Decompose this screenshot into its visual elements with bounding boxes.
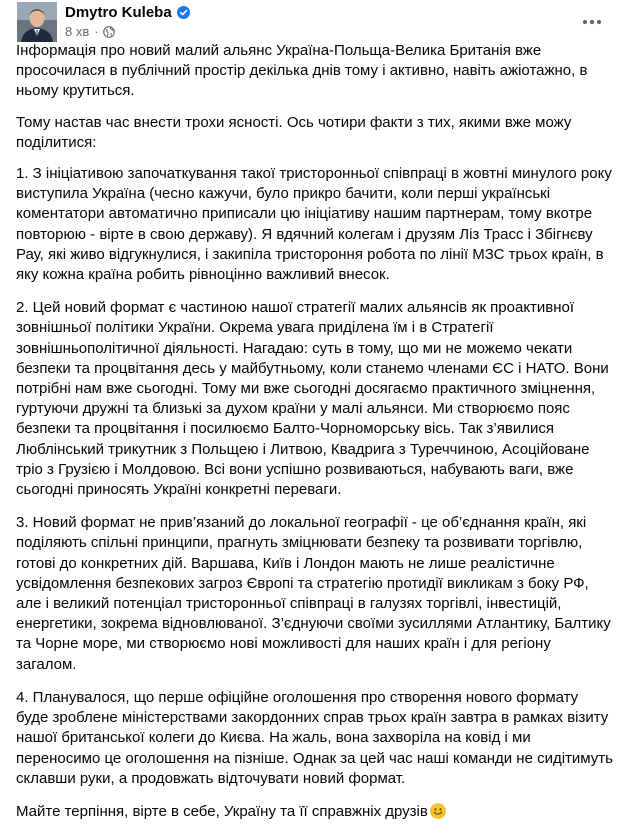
smiling-face-emoji-icon <box>430 803 446 819</box>
post-text <box>16 41 614 835</box>
avatar[interactable] <box>17 2 57 42</box>
avatar-portrait-icon <box>17 2 57 42</box>
globe-icon[interactable] <box>103 26 115 38</box>
closing-text: Майте терпіння, вірте в себе, Україну та її справжніх друзів <box>16 802 428 820</box>
post-paragraph-lead: Тому настав час внести трохи ясності. Ось чотири факти з тих, якими вже можу поділитися: <box>16 113 572 151</box>
author-name[interactable]: Dmytro Kuleba <box>65 4 172 21</box>
verified-badge-icon <box>177 6 190 19</box>
post-paragraph-fact-1: 1. З ініціативою започаткування такої тристоронньої співпраці в жовтні минулого року виступила Україна (чесно кажучи, було прикро бачити, коли перші українські коментатори автоматично приписали цю ініціативу нашим партнерам, тому вкотре повторюю - вірте в свою державу). Я вдячний колегам і друзям Ліз Трасс і Збігнєву Рау, які живо відгукнулися, і закипіла тристороння робота по лінії МЗС трьох країн, в яку кожна країна робить рівноцінно важливий внесок. <box>16 165 612 284</box>
more-options-icon <box>582 19 602 25</box>
meta-separator: · <box>94 24 99 39</box>
post-timestamp[interactable]: 8 хв <box>65 24 90 39</box>
post-meta <box>65 24 190 40</box>
post-paragraph-fact-3: 3. Новий формат не прив’язаний до локальної географії - це об’єднання країн, які поділяють спільні принципи, прагнуть зміцнювати безпеку та розвивати торгівлю, готові до конкретних дій. Варшава, Київ і Лондон мають не лише реалістичне усвідомлення безпекових загроз Європі та стратегію протидії викликам з боку РФ, але і великий потенціал тристоронньої співпраці в галузях торгівлі, інвестицій, енергетики, зокрема відновлюваної. З’єднуючи своїми зусиллями Атлантику, Балтику та Чорне море, ми створюємо нові можливості для наших країн і для регіону загалом. <box>16 514 611 673</box>
author-block <box>65 3 190 40</box>
post-paragraph-closing <box>16 802 614 822</box>
post-paragraph-intro: Інформація про новий малий альянс Україна-Польща-Велика Британія вже просочилася в публічний простір декілька днів тому і активно, навіть ажіотажно, в ньому крутиться. <box>16 42 588 100</box>
post-paragraph-fact-4: 4. Планувалося, що перше офіційне оголошення про створення нового формату буде зроблене міністерствами закордонних справ трьох країн завтра в рамках візиту нашої британської колеги до Києва. На жаль, вона захворіла на ковід і ми переносимо це оголошення на пізніше. Однак за цей час наші команди не сидітимуть склавши руки, а продовжать відточувати новий формат. <box>16 688 613 787</box>
post-paragraph-fact-2: 2. Цей новий формат є частиною нашої стратегії малих альянсів як проактивної зовнішньої політики України. Окрема увага приділена їм і в Стратегії зовнішньополітичної діяльності. Нагадаю: суть в тому, що ми не можемо чекати безпеки та процвітання десь у майбутньому, коли станемо членами ЄС і НАТО. Вони потрібні нам вже сьогодні. Тому ми вже сьогодні досягаємо практичного зміцнення, гуртуючи дружні та близькі за духом країни у малі альянси. Ми створюємо пояс безпеки та процвітання і посилюємо Балто-Чорноморську вісь. Так з’явилися Люблінський трикутник з Польщею і Литвою, Квадрига з Туреччиною, Асоційоване тріо з Грузією і Молдовою. Всі вони успішно розвиваються, набувають ваги, вже сьогодні приносять Україні конкретні переваги. <box>16 299 609 499</box>
author-line <box>65 3 190 22</box>
more-options-button[interactable] <box>574 4 610 40</box>
